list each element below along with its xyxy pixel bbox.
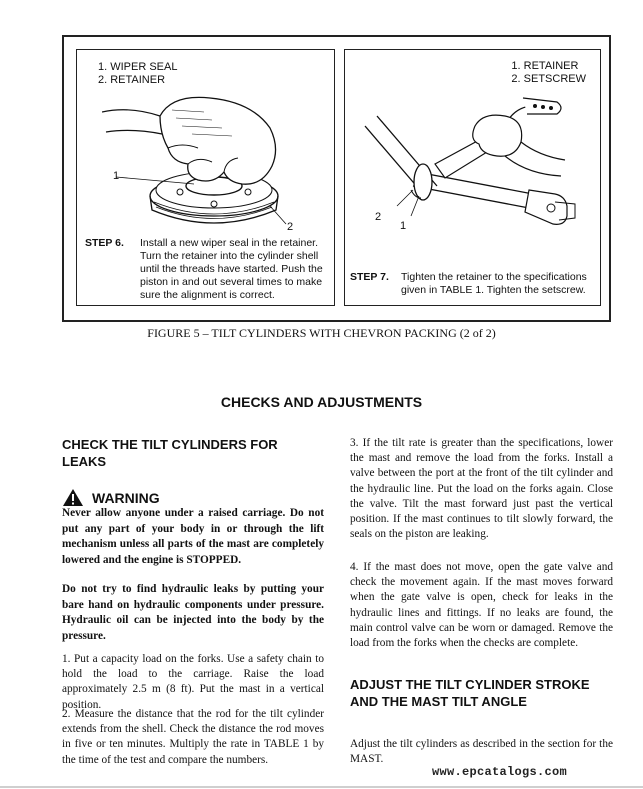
legend-item: 2. RETAINER — [98, 74, 166, 86]
check-step-1: 1. Put a capacity load on the forks. Use a safety chain to hold the load to the carriage. Raise the load approximately 2.5 m (8 ft). Put the mast in a vertical position. — [62, 653, 324, 711]
adjust-text: Adjust the tilt cylinders as described in the section for the MAST. — [350, 738, 613, 766]
check-step-4: 4. If the mast does not move, open the gate valve and check the movement again. If the mast moves forward when the gate valve is open, check for leaks in the hydraulic lines and fittings. If no leaks are found, the main control valve can be worn or damaged. Remove the load from the forks when the checks are complete. — [350, 561, 613, 650]
legend-item: 1. RETAINER — [511, 60, 579, 72]
section-title: CHECKS AND ADJUSTMENTS — [220, 394, 423, 410]
page-edge — [0, 786, 643, 788]
step-label: STEP 6. — [85, 237, 124, 249]
step-text: Install a new wiper seal in the retainer. Turn the retainer into the cylinder shell until the threads have started. Push the piston in and out several times to make sure the alignment is correct. — [140, 237, 323, 301]
warning-triangle-icon — [62, 488, 84, 507]
figure-panel-step-7 — [344, 49, 601, 306]
figure-panel-step-6 — [76, 49, 335, 306]
callout-setscrew: 2 — [375, 211, 382, 223]
adjust-heading: ADJUST THE TILT CYLINDER STROKE AND THE MAST TILT ANGLE — [350, 677, 590, 709]
figure-frame — [62, 35, 611, 322]
legend-item: 1. WIPER SEAL — [98, 61, 178, 73]
figure-caption: FIGURE 5 – TILT CYLINDERS WITH CHEVRON PACKING (2 of 2) — [147, 326, 496, 340]
tilt-cylinder-illustration — [355, 86, 585, 246]
legend-item: 2. SETSCREW — [511, 73, 586, 85]
warning-text: Do not try to find hydraulic leaks by putting your bare hand on hydraulic components under pressure. Hydraulic oil can be injected into the body by the pressure. — [62, 583, 324, 642]
callout-wiper-seal: 1 — [113, 170, 120, 182]
legend-left — [98, 61, 177, 87]
callout-retainer: 2 — [287, 221, 294, 233]
watermark-url: www.epcatalogs.com — [432, 765, 568, 779]
callout-retainer: 1 — [400, 220, 407, 232]
step-text: Tighten the retainer to the specifications given in TABLE 1. Tighten the setscrew. — [401, 271, 587, 296]
check-leaks-heading: CHECK THE TILT CYLINDERS FOR LEAKS — [62, 437, 278, 469]
retainer-illustration — [102, 88, 302, 228]
check-step-2: 2. Measure the distance that the rod for the tilt cylinder extends from the shell. Check the distance the rod moves in five or ten minutes. Multiply the rate in TABLE 1 by the time of the test and compare the numbers. — [62, 708, 324, 766]
warning-label: WARNING — [92, 489, 160, 506]
check-step-3: 3. If the tilt rate is greater than the specifications, lower the mast and remove the load from the forks. Install a valve between the port at the front of the tilt cylinder and the hydraulic line. Put the load on the forks again. Close the valve. Tilt the mast forward just past the vertical position. If the mast continues to tilt slowly forward, the seals on the piston are leaking. — [350, 437, 613, 541]
legend-right — [511, 60, 586, 86]
step-label: STEP 7. — [350, 271, 389, 283]
warning-text: Never allow anyone under a raised carriage. Do not put any part of your body in or through the lift mechanism unless all parts of the mast are completely lowered and the engine is STOPPED. — [62, 507, 324, 566]
warning-header — [62, 488, 160, 507]
